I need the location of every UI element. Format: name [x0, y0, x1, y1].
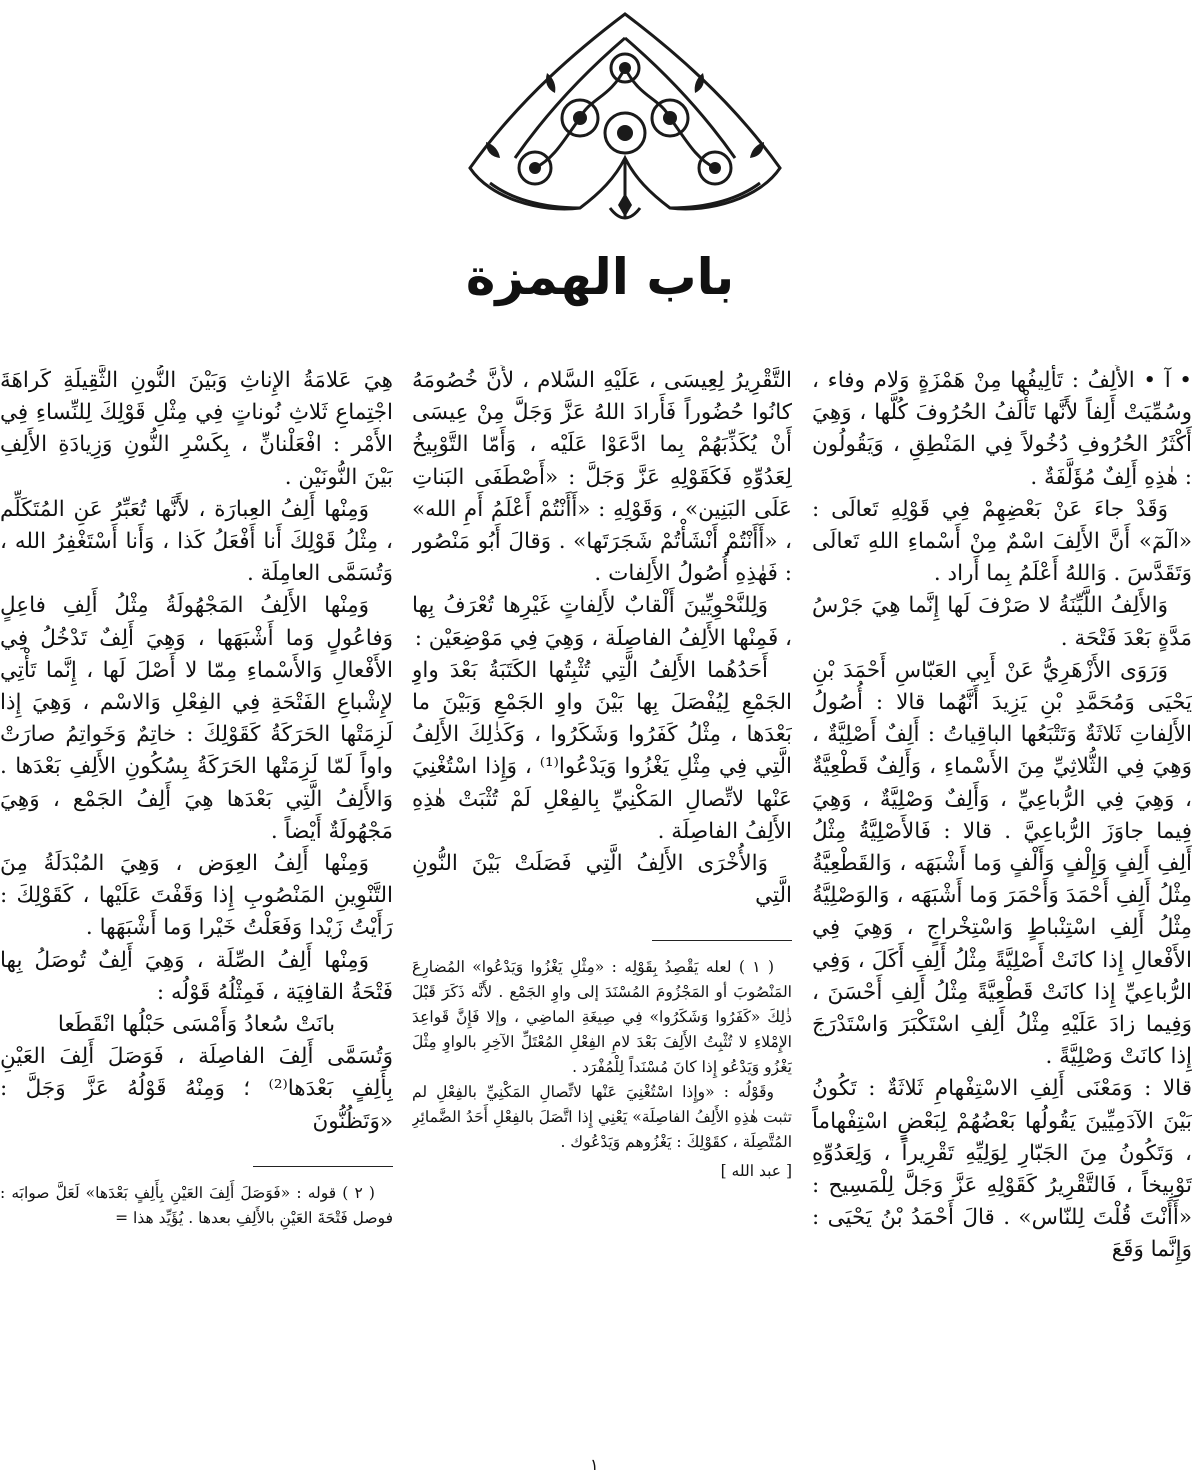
- paragraph: وَمِنْها أَلِفُ الصِّلَة ، وَهِيَ أَلِفٌ تُوصَلُ بِها فَتْحَةُ القافِيَة ، فَمِثْلُهُ قَوْلُه :: [0, 947, 393, 1005]
- paragraph: وَلِلنَّحْوِيِّينَ أَلْقابٌ لأَلِفاتٍ غَيْرِها تُعْرَفُ بِها ، فَمِنْها الأَلِفُ الفاصِلَة ، وَهِيَ فِي مَوْضِعَيْن :: [412, 593, 792, 651]
- footnote-separator: [652, 940, 792, 941]
- footnote-text: ( ١ ) لعله يَقْصِدُ بِقَوْلِه : «مِثْلِ يَغْزُوا وَيَدْعُوا» المُضارِعَ المَنْصُوبَ أو المَجْزُومَ المُسْنَدَ إلى واوِ الجَمْع . لأَنَّه ذَكَرَ قَبْلَ ذٰلِكَ «كَفَرُوا وَشَكَرُوا» فِي صِيغَةِ الماضِي ، وإلا فَإِنَّ قَواعِدَ الإِمْلاءِ لا تُثْبِتُ الأَلِفَ بَعْدَ لامِ الفِعْلِ المُعْتَلِّ الآخِرِ بالواوِ مِثْلَ يَغْزُو وَيَدْعُو إِذا كانَ مُسْنَداً لِلْمُفْرَد .: [412, 958, 792, 1077]
- arabesque-ornament-icon: [430, 8, 820, 228]
- footnote-separator: [253, 1166, 393, 1167]
- paragraph: قالا : وَمَعْنَى أَلِفِ الاسْتِفْهامِ ثَلاثَةٌ : تَكُونُ بَيْنَ الآدَمِيِّينَ يَقُولُها بَعْضُهُمْ لِبَعْضٍ اسْتِفْهاماً ، وَتَكُونُ مِنَ الجَبّارِ لِوَلِيِّهِ تَقْرِيراً ، وَلِعَدُوِّهِ تَوْبِيخاً ، فَالتَّقْرِيرُ كَقَوْلِهِ عَزَّ وَجَلَّ لِلْمَسِيح : «أَأَنْتَ قُلْتَ لِلنّاس» . قالَ أَحْمَدُ بْنُ يَحْيَى : وَإِنَّما وَقَعَ: [812, 1076, 1192, 1263]
- footnote: [0, 1181, 393, 1231]
- paragraph: هِيَ عَلامَةُ الإِناثِ وَبَيْنَ النُّونِ الثَّقِيلَةِ كَراهَةَ اجْتِماعِ ثَلاثِ نُوناتٍ فِي مِثْلِ قَوْلِكَ لِلنِّساءِ فِي الأَمْر : افْعَلْنانِّ ، بِكَسْرِ النُّونِ وَزِيادَةِ الأَلِفِ بَيْنَ النُّونَيْن .: [0, 368, 393, 490]
- paragraph: وَمِنْها أَلِفُ العِوَض ، وَهِيَ المُبْدَلَةُ مِنَ التَّنْوِينِ المَنْصُوبِ إِذا وَقَفْتَ عَلَيْها ، كَقَوْلِكَ : رَأَيْتُ زَيْدا وَفَعَلْتُ خَيْرا وَما أَشْبَهَها .: [0, 851, 393, 941]
- paragraph: وَمِنْها أَلِفُ العِبارَة ، لأَنَّها تُعَبِّرُ عَنِ المُتَكَلِّم ، مِثْلُ قَوْلِكَ أَنا أَفْعَلُ كَذا ، وَأَنا أَسْتَغْفِرُ الله ، وَتُسَمَّى العامِلَة .: [0, 496, 393, 587]
- footnote-signature: [ عبد الله ]: [720, 1162, 792, 1181]
- paragraph: • آ • الأَلِفُ : تَأْلِيفُها مِنْ هَمْزَةٍ وَلام وفاء ، وسُمِّيَتْ أَلِفاً لأَنَّها تَأْلَفُ الحُرُوفَ كُلَّها ، وَهِيَ أَكْثَرُ الحُرُوفِ دُخُولاً فِي المَنْطِقِ ، وَيَقُولُون : هٰذِهِ أَلِفٌ مُؤَلَّفَةٌ .: [812, 368, 1192, 490]
- verse-line: بانَتْ سُعادُ وَأَمْسَى حَبْلُها انْقَطَعا: [57, 1012, 336, 1038]
- chapter-title: باب الهمزة: [465, 248, 735, 306]
- paragraph: وَرَوَى الأَزْهَرِيُّ عَنْ أَبِي العَبّاسِ أَحْمَدَ بْنِ يَحْيَى وَمُحَمَّدِ بْنِ يَزِيدَ أَنَّهُما قالا : أُصُولُ الأَلِفاتِ ثَلاثَةٌ وَتَتْبَعُها الباقِياتُ : أَلِفٌ أَصْلِيَّةٌ ، وَهِيَ فِي الثُّلاثِيِّ مِنَ الأَسْماءِ ، وَأَلِفٌ قَطْعِيَّةٌ ، وَهِيَ فِي الرُّباعِيِّ ، وَأَلِفٌ وَصْلِيَّةٌ ، وَهِيَ فِيما جاوَزَ الرُّباعِيَّ . قالا : فَالأَصْلِيَّةُ مِثْلُ أَلِفِ أَلِفٍ وَإِلْفٍ وَأَلْفٍ وَما أَشْبَهَه ، وَالقَطْعِيَّةُ مِثْلُ أَلِفِ أَحْمَدَ وَأَحْمَرَ وَما أَشْبَهَه ، وَالوَصْلِيَّةُ مِثْلُ أَلِفِ اسْتِنْباطٍ وَاسْتِخْراجٍ ، وَهِيَ فِي الأَفْعالِ إِذا كانَتْ أَصْلِيَّةً مِثْلُ أَلِفِ أَكَلَ ، وَفِي الرُّباعِيِّ إِذا كانَتْ قَطْعِيَّةً مِثْلُ أَلِفِ أَحْسَنَ ، وَفِيما زادَ عَلَيْهِ مِثْلُ أَلِفِ اسْتَكْبَرَ وَاسْتَدْرَجَ إِذا كانَتْ وَصْلِيَّةً .: [812, 657, 1192, 1070]
- paragraph: وَمِنْها الأَلِفُ المَجْهُولَةُ مِثْلُ أَلِفِ فاعِلٍ وَفاعُولٍ وَما أَشْبَهَها ، وَهِيَ أَلِفٌ تَدْخُلُ فِي الأَفْعالِ وَالأَسْماءِ مِمّا لا أَصْلَ لَها ، إِنَّما تَأْتِي لإِشْباعِ الفَتْحَةِ فِي الفِعْلِ وَالاسْم ، وَهِيَ إِذا لَزِمَتْها الحَرَكَةُ كَقَوْلِكَ : خاتِمٌ وَخَواتِمُ صارَتْ واواً لَمّا لَزِمَتْها الحَرَكَةُ بِسُكُونِ الأَلِفِ بَعْدَها . وَالأَلِفُ الَّتِي بَعْدَها هِيَ أَلِفُ الجَمْع ، وَهِيَ مَجْهُولَةٌ أَيْضاً .: [0, 593, 393, 844]
- footnote-text: ( ٢ ) قوله : «فَوَصَلَ أَلِفَ العَيْنِ بِأَلِفٍ بَعْدَها» لَعَلَّ صوابَه : فوصل فَتْحَةَ العَيْنِ بالأَلِفِ بعدها . يُؤَيِّد هذا =: [0, 1183, 393, 1227]
- text-column-middle: [412, 365, 792, 1465]
- page-number: ١: [590, 1455, 599, 1474]
- paragraph: وَالأُخْرَى الأَلِفُ الَّتِي فَصَلَتْ بَيْنَ النُّونِ الَّتِي: [412, 851, 792, 909]
- paragraph: أَحَدُهُما الأَلِفُ الَّتِي تُثْبِتُها الكَتَبَةُ بَعْدَ واوِ الجَمْعِ لِيُفْصَلَ بِها بَيْنَ واوِ الجَمْعِ وَبَيْنَ ما بَعْدَها ، مِثْلُ كَفَرُوا وَشَكَرُوا ، وَكَذٰلِكَ الأَلِفُ الَّتِي فِي مِثْلِ يَغْزُوا وَيَدْعُوا⁽¹⁾ ، وَإِذا اسْتُغْنِيَ عَنْها لاتِّصالِ المَكْنِيِّ بِالفِعْلِ لَمْ تُثْبَتْ هٰذِهِ الأَلِفُ الفاصِلَة .: [412, 657, 792, 844]
- paragraph: وَالأَلِفُ اللَّيِّنَةُ لا صَرْفَ لَها إِنَّما هِيَ جَرْسُ مَدَّةٍ بَعْدَ فَتْحَة .: [812, 593, 1192, 651]
- paragraph: وَقَدْ جاءَ عَنْ بَعْضِهِمْ فِي قَوْلِهِ تَعالَى : «الٓمٓ» أَنَّ الأَلِفَ اسْمٌ مِنْ أَسْماءِ اللهِ تَعالَى وَتَقَدَّسَ . وَاللهُ أَعْلَمُ بِما أَراد .: [812, 496, 1192, 587]
- text-column-right: [812, 365, 1192, 1463]
- footnote-text: وقَوْلُه : «وإِذا اسْتُغْنِيَ عَنْها لاتِّصالِ المَكْنِيِّ بالفِعْلِ لم تثبت هٰذِهِ الأَلِفُ الفاصِلَة» يَعْنِي إِذا اتَّصَلَ بالفِعْلِ أَحَدُ الضَّمائِرِ المُتَّصِلَة ، كقَوْلِكَ : يَغْزُوهم وَيَدْعُوك .: [412, 1083, 792, 1152]
- paragraph: التَّقْرِيرُ لِعِيسَى ، عَلَيْهِ السَّلام ، لأَنَّ خُصُومَهُ كانُوا حُضُوراً فَأَرادَ اللهُ عَزَّ وَجَلَّ مِنْ عِيسَى أَنْ يُكَذِّبَهُمْ بِما ادَّعَوْا عَلَيْه ، وَأَمّا التَّوْبِيخُ لِعَدُوِّهِ فَكَقَوْلِهِ عَزَّ وَجَلَّ : «أَصْطَفَى البَناتِ عَلَى البَنِين» ، وَقَوْلِهِ : «أَأَنْتُمْ أَعْلَمُ أَمِ الله» ، «أَأَنْتُمْ أَنْشَأْتُمْ شَجَرَتَها» . وَقالَ أَبُو مَنْصُور : فَهٰذِهِ أُصُولُ الأَلِفات .: [412, 368, 792, 587]
- paragraph: وَتُسَمَّى أَلِفَ الفاصِلَة ، فَوَصَلَ أَلِفَ العَيْنِ بِأَلِفٍ بَعْدَها⁽²⁾ ؛ وَمِنْهُ قَوْلُهُ عَزَّ وَجَلَّ : «وَتَظُنُّونَ: [0, 1044, 393, 1134]
- footnote: [412, 955, 792, 1184]
- text-column-left: [0, 365, 393, 1455]
